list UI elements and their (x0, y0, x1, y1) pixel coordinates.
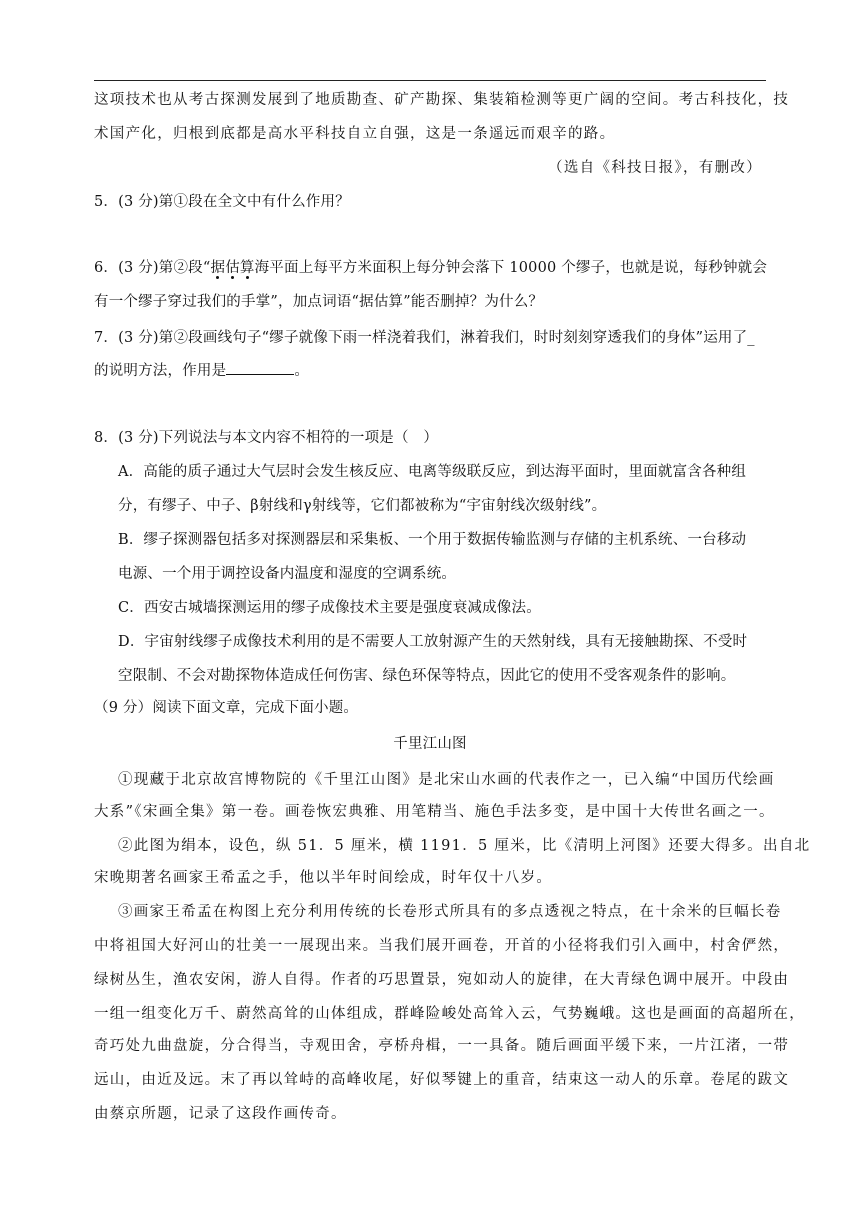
passage-source: （选自《科技日报》，有删改） (548, 160, 762, 176)
emphasis-dot-char: 据 (210, 260, 226, 276)
answer-blank[interactable] (226, 360, 294, 375)
question-6-line1: 6．(3 分)第②段“据估算海平面上每平方米面积上每分钟会落下 10000 个缪子，也就是说，每秒钟就会 (94, 260, 768, 276)
option-c: C．西安古城墙探测运用的缪子成像技术主要是强度衰减成像法。 (118, 600, 541, 616)
paragraph-3-line: 绿树丛生，渔农安闲，游人自得。作者的巧思置景，宛如动人的旋律，在大青绿色调中展开。中段由 (94, 972, 790, 988)
emphasis-dot-char: 估 (225, 260, 240, 276)
option-d-line1: D．宇宙射线缪子成像技术利用的是不需要人工放射源产生的天然射线，具有无接触勘探、不受时 (118, 634, 748, 650)
paragraph-3-line: 中将祖国大好河山的壮美一一展现出来。当我们展开画卷，开首的小径将我们引入画中，村舍俨然， (94, 938, 790, 954)
option-b-line2: 电源、一个用于调控设备内温度和湿度的空调系统。 (118, 566, 457, 582)
question-8-stem: 8．(3 分)下列说法与本文内容不相符的一项是（ ） (94, 430, 439, 446)
question-6-line2: 有一个缪子穿过我们的手掌”，加点词语“据估算”能否删掉？为什么？ (94, 294, 544, 310)
question-5: 5．(3 分)第①段在全文中有什么作用？ (94, 194, 350, 210)
question-7-line2: 的说明方法，作用是 。 (94, 360, 309, 381)
section-intro: （9 分）阅读下面文章，完成下面小题。 (94, 700, 359, 716)
paragraph-2-line: 宋晚期著名画家王希孟之手，他以半年时间绘成，时年仅十八岁。 (94, 870, 553, 886)
option-a-line1: A．高能的质子通过大气层时会发生核反应、电离等级联反应，到达海平面时，里面就富含各种组 (118, 464, 747, 480)
option-b-line1: B．缪子探测器包括多对探测器层和采集板、一个用于数据传输监测与存储的主机系统、一台移动 (118, 532, 747, 548)
passage-line: 术国产化，归根到底都是高水平科技自立自强，这是一条遥远而艰辛的路。 (94, 126, 616, 142)
paragraph-3-line: ③画家王希孟在构图上充分利用传统的长卷形式所具有的多点透视之特点，在十余米的巨幅长卷 (118, 904, 782, 920)
paragraph-3-line: 远山，由近及远。末了再以耸峙的高峰收尾，好似琴键上的重音，结束这一动人的乐章。卷尾的跋文 (94, 1072, 790, 1088)
paragraph-3-line: 一组一组变化万千、蔚然高耸的山体组成，群峰险峻处高耸入云，气势巍峨。这也是画面的高超所在， (94, 1006, 805, 1022)
passage-line: 这项技术也从考古探测发展到了地质勘查、矿产勘探、集装箱检测等更广阔的空间。考古科技化，技 (94, 92, 790, 108)
question-7-line1: 7．(3 分)第②段画线句子“缪子就像下雨一样浇着我们，淋着我们，时时刻刻穿透我们的身体”运用了_ (94, 330, 755, 346)
paragraph-1-line: 大系”《宋画全集》第一卷。画卷恢宏典雅、用笔精当、施色手法多变，是中国十大传世名画之一。 (94, 804, 775, 820)
option-a-line2: 分，有缪子、中子、β射线和γ射线等，它们都被称为“宇宙射线次级射线”。 (118, 498, 607, 514)
article-title: 千里江山图 (393, 736, 467, 752)
emphasis-dot-char: 算 (239, 260, 255, 276)
paragraph-3-line: 奇巧处九曲盘旋，分合得当，寺观田舍，亭桥舟楫，一一具备。随后画面平缓下来，一片江渚，一带 (94, 1038, 790, 1054)
paragraph-1-line: ①现藏于北京故宫博物院的《千里江山图》是北宋山水画的代表作之一，已入编“中国历代绘画 (118, 772, 775, 788)
paragraph-2-line: ②此图为绢本，设色，纵 51．5 厘米，横 1191．5 厘米，比《清明上河图》还要大得多。出自北 (118, 838, 811, 854)
header-rule (94, 80, 766, 81)
paragraph-3-line: 由蔡京所题，记录了这段作画传奇。 (94, 1106, 347, 1122)
option-d-line2: 空限制、不会对勘探物体造成任何伤害、绿色环保等特点，因此它的使用不受客观条件的影响。 (118, 668, 736, 684)
